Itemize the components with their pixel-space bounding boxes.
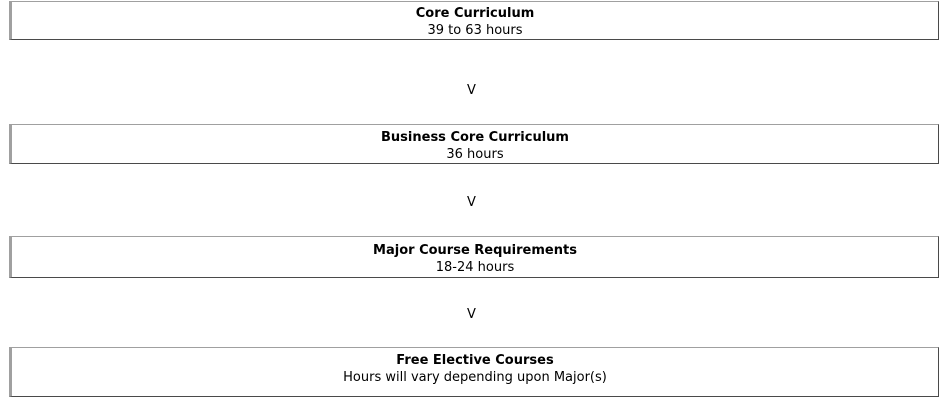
- major-course-requirements-box: [9, 236, 939, 278]
- flow-arrow: V: [467, 195, 476, 210]
- flow-arrow: V: [467, 307, 476, 322]
- core-curriculum-box: [9, 1, 939, 40]
- block-hours: Hours will vary depending upon Major(s): [343, 370, 607, 385]
- flow-arrow: V: [467, 83, 476, 98]
- block-title: Business Core Curriculum: [381, 130, 569, 145]
- block-hours: 18-24 hours: [435, 260, 515, 275]
- block-title: Core Curriculum: [415, 6, 535, 21]
- free-elective-courses-box: [9, 347, 939, 397]
- block-title: Free Elective Courses: [396, 353, 554, 368]
- block-title: Major Course Requirements: [373, 243, 577, 258]
- block-hours: 36 hours: [446, 147, 504, 162]
- block-hours: 39 to 63 hours: [427, 23, 523, 38]
- business-core-curriculum-box: [9, 124, 939, 164]
